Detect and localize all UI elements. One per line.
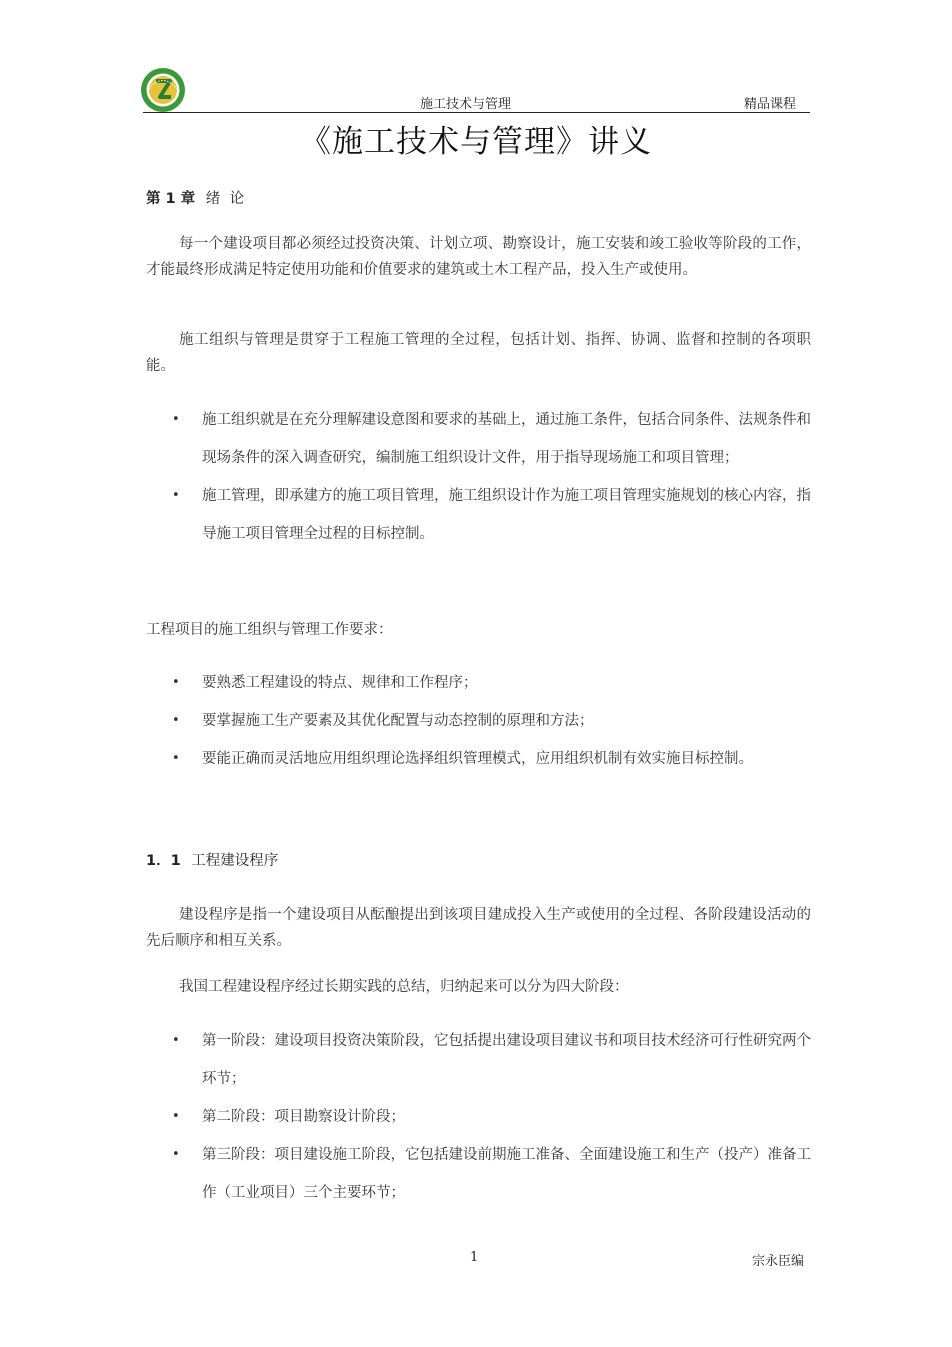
chapter-number: 第 1 章 [146, 191, 196, 207]
paragraph-2: 施工组织与管理是贯穿于工程施工管理的全过程，包括计划、指挥、协调、监督和控制的各项职能。 [146, 332, 811, 374]
page-number: 1 [470, 1250, 479, 1265]
list-item: • 施工组织就是在充分理解建设意图和要求的基础上，通过施工条件，包括合同条件、法规条件和现场条件的深入调查研究，编制施工组织设计文件，用于指导现场施工和项目管理； [146, 401, 811, 477]
paragraph-3: 工程项目的施工组织与管理工作要求： [146, 622, 393, 638]
footer-author: 宗永臣编 [752, 1254, 805, 1269]
list-item: • 第二阶段：项目勘察设计阶段； [146, 1098, 811, 1136]
list-item: • 要掌握施工生产要素及其优化配置与动态控制的原理和方法； [146, 702, 811, 740]
paragraph-5: 我国工程建设程序经过长期实践的总结，归纳起来可以分为四大阶段： [179, 979, 629, 995]
paragraph-4: 建设程序是指一个建设项目从酝酿提出到该项目建成投入生产或使用的全过程、各阶段建设活动的先后顺序和相互关系。 [146, 907, 811, 949]
header-rule [143, 112, 810, 113]
list-item: • 要能正确而灵活地应用组织理论选择组织管理模式，应用组织机制有效实施目标控制。 [146, 740, 811, 778]
section-title: 工程建设程序 [191, 853, 279, 869]
list-item: • 要熟悉工程建设的特点、规律和工作程序； [146, 664, 811, 702]
bullet-list-1 [146, 401, 811, 553]
section-heading [146, 849, 278, 870]
header-title: 施工技术与管理 [420, 97, 512, 112]
list-item: • 第一阶段：建设项目投资决策阶段，它包括提出建设项目建议书和项目技术经济可行性研究两个环节； [146, 1022, 811, 1098]
bullet-list-2 [146, 664, 811, 778]
chapter-heading [146, 187, 244, 208]
chapter-title: 绪 论 [205, 191, 245, 207]
school-emblem-icon [140, 67, 186, 113]
list-item: • 施工管理，即承建方的施工项目管理，施工组织设计作为施工项目管理实施规划的核心内容，指导施工项目管理全过程的目标控制。 [146, 477, 811, 553]
paragraph-1: 每一个建设项目都必须经过投资决策、计划立项、勘察设计，施工安装和竣工验收等阶段的工作，才能最终形成满足特定使用功能和价值要求的建筑或土木工程产品，投入生产或使用。 [146, 236, 811, 278]
section-number: 1．1 [146, 853, 181, 869]
bullet-list-3 [146, 1022, 811, 1212]
document-title: 《施工技术与管理》讲义 [300, 124, 652, 160]
list-item: • 第三阶段：项目建设施工阶段，它包括建设前期施工准备、全面建设施工和生产（投产）准备工作（工业项目）三个主要环节； [146, 1136, 811, 1212]
header-course-label: 精品课程 [744, 97, 797, 112]
